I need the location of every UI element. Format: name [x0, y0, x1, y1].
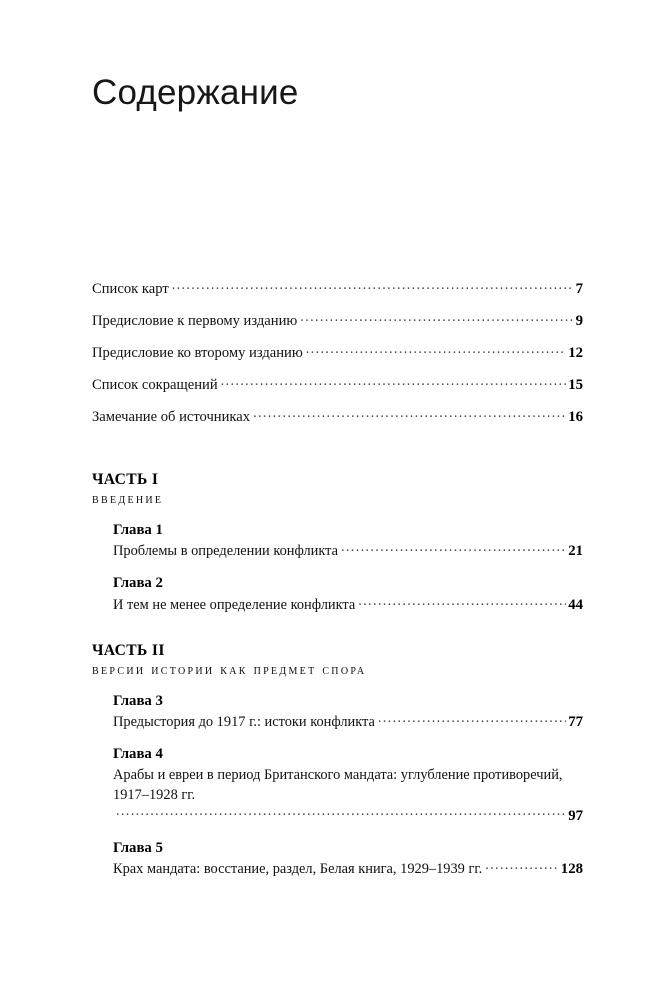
chapter-page: 44 — [568, 596, 583, 613]
toc-entry[interactable] — [92, 278, 583, 298]
toc-body — [92, 278, 583, 879]
section-spacer — [92, 615, 583, 641]
chapter-entry[interactable] — [113, 712, 583, 732]
chapter-block — [113, 838, 583, 879]
dot-leader — [172, 278, 574, 293]
toc-entry-page: 9 — [575, 312, 583, 329]
chapter-text: И тем не менее определение конфликта — [113, 596, 356, 613]
toc-entry-page: 7 — [575, 280, 583, 297]
toc-entry-label: Замечание об источниках — [92, 408, 251, 425]
chapter-block — [113, 520, 583, 561]
chapter-text: Предыстория до 1917 г.: истоки конфликта — [113, 714, 375, 731]
part-number: ЧАСТЬ II — [92, 641, 165, 659]
chapter-page: 128 — [560, 860, 583, 877]
toc-entry-page: 12 — [568, 344, 583, 361]
toc-entry-label: Предисловие к первому изданию — [92, 312, 298, 329]
toc-entry[interactable] — [92, 342, 583, 362]
dot-leader — [358, 594, 566, 608]
toc-entry-page: 15 — [568, 376, 583, 393]
chapter-block — [113, 691, 583, 732]
part-name: версии истории как предмет спора — [92, 661, 367, 678]
chapter-entry[interactable] — [113, 594, 583, 614]
chapter-title: Глава 3 — [113, 692, 163, 709]
part-section-1 — [92, 470, 583, 615]
dot-leader — [378, 712, 566, 726]
toc-entry-label: Предисловие ко второму изданию — [92, 344, 303, 361]
dot-leader — [485, 859, 559, 873]
chapter-title: Глава 2 — [113, 575, 163, 592]
chapter-list — [113, 520, 583, 615]
chapter-page: 21 — [568, 543, 583, 560]
chapter-title: Глава 4 — [113, 746, 163, 763]
section-spacer — [92, 426, 583, 470]
chapter-entry[interactable] — [113, 859, 583, 879]
toc-entry-label: Список сокращений — [92, 376, 218, 393]
dot-leader — [221, 374, 567, 389]
part-number: ЧАСТЬ I — [92, 470, 159, 488]
toc-entry[interactable] — [92, 406, 583, 426]
dot-leader — [253, 406, 566, 421]
dot-leader — [116, 805, 566, 819]
chapter-entry[interactable] — [113, 765, 583, 825]
chapter-page: 77 — [568, 714, 583, 731]
chapter-page: 97 — [568, 807, 583, 824]
chapter-title: Глава 1 — [113, 521, 163, 538]
chapter-block — [113, 744, 583, 825]
front-matter-list — [92, 278, 583, 426]
toc-entry[interactable] — [92, 374, 583, 394]
page-title: Содержание — [92, 73, 299, 112]
chapter-list — [113, 691, 583, 879]
chapter-entry[interactable] — [113, 541, 583, 561]
chapter-text: Арабы и евреи в период Британского мандата: углубление противоречий, 1917–1928 гг. — [113, 767, 563, 804]
toc-entry[interactable] — [92, 310, 583, 330]
chapter-text: Проблемы в определении конфликта — [113, 543, 339, 560]
dot-leader — [306, 342, 566, 357]
toc-entry-page: 16 — [568, 408, 583, 425]
chapter-text: Крах мандата: восстание, раздел, Белая книга, 1929–1939 гг. — [113, 860, 483, 877]
dot-leader — [300, 310, 573, 325]
part-section-2 — [92, 641, 583, 879]
chapter-block — [113, 573, 583, 614]
dot-leader — [341, 541, 566, 555]
part-name: введение — [92, 490, 164, 507]
chapter-title: Глава 5 — [113, 839, 163, 856]
toc-entry-label: Список карт — [92, 280, 169, 297]
